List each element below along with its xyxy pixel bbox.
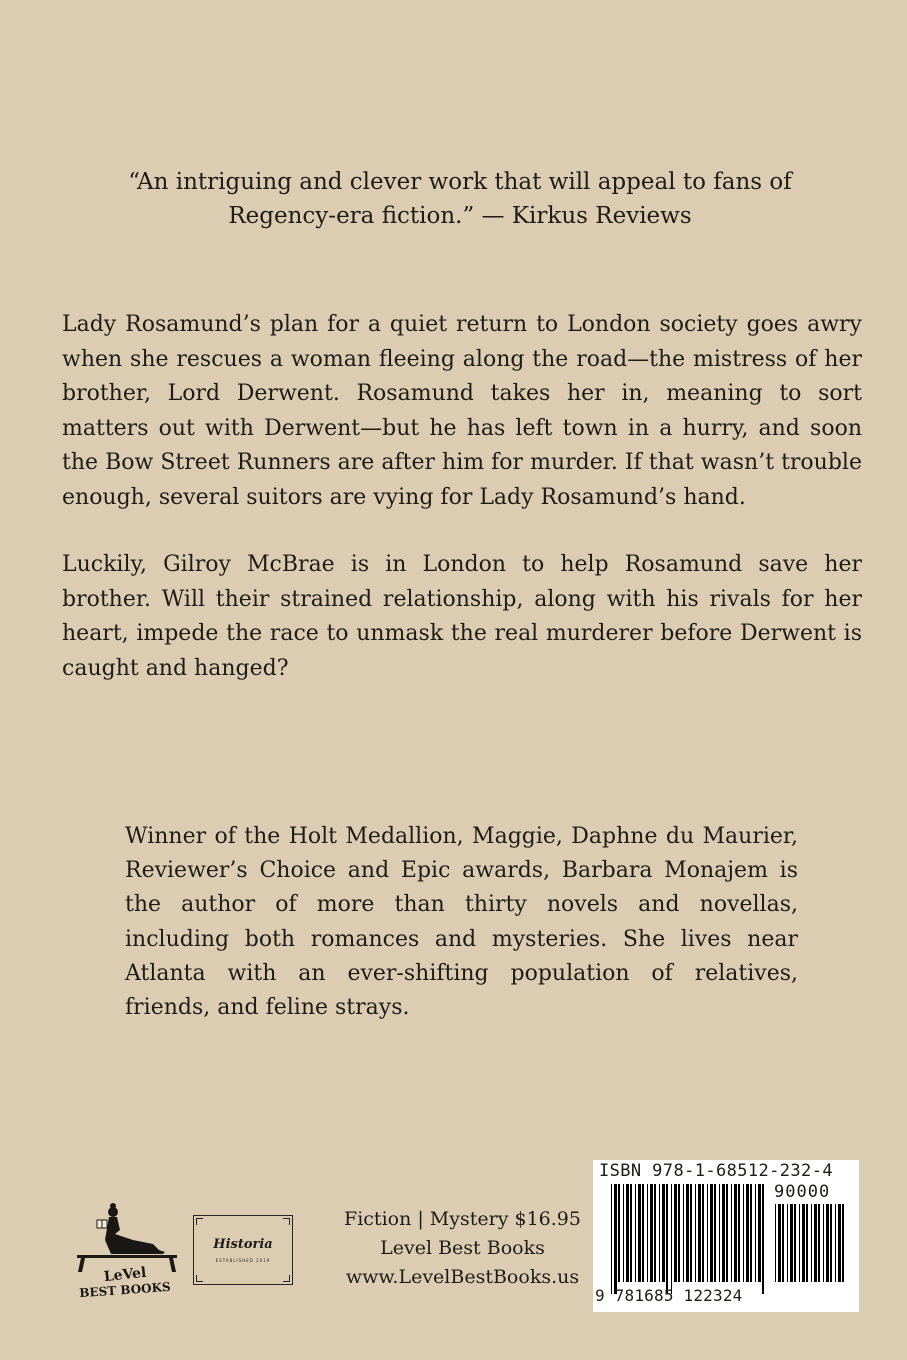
barcode-bar [838, 1204, 841, 1282]
ean-bars [611, 1184, 767, 1294]
barcode-bar [690, 1184, 692, 1282]
barcode-bar [647, 1184, 648, 1282]
barcode-bar [814, 1204, 817, 1282]
review-line-1: “An intriguing and clever work that will appeal to fans of [128, 169, 792, 195]
barcode-bar [787, 1204, 788, 1282]
barcode-bar [823, 1204, 824, 1282]
barcode-bar [802, 1204, 805, 1282]
review-quote [120, 165, 800, 233]
barcode-bar [650, 1184, 653, 1282]
barcode-bar [835, 1204, 836, 1282]
barcode-bar [722, 1184, 725, 1282]
barcode-bar [734, 1184, 737, 1282]
barcode-bar [738, 1184, 740, 1282]
isbn-barcode [593, 1160, 859, 1312]
barcode-bar [731, 1184, 732, 1282]
barcode-bar [750, 1184, 752, 1282]
barcode-bar [710, 1184, 713, 1282]
publisher-info [340, 1205, 585, 1292]
barcode-bar [790, 1204, 793, 1282]
barcode-bar [842, 1204, 844, 1282]
addon-bars [775, 1204, 847, 1294]
barcode-bar [806, 1204, 808, 1282]
level-best-books-logo [75, 1200, 180, 1300]
frame-corner [196, 1275, 203, 1282]
barcode-bar [695, 1184, 696, 1282]
barcode-bar [746, 1184, 749, 1282]
barcode-bar [714, 1184, 716, 1282]
barcode-bar [698, 1184, 701, 1282]
reading-woman-icon [75, 1200, 180, 1300]
historia-tagline: ESTABLISHED 2019 [215, 1258, 271, 1263]
barcode-bar [762, 1184, 764, 1294]
blurb-paragraph-2: Luckily, Gilroy McBrae is in London to help Rosamund save her brother. Will their strained relationship, along with his rivals for her heart, impede the race to unmask the real murderer before Derwent is caught and hanged? [62, 552, 862, 681]
frame-corner [283, 1218, 290, 1225]
publisher-name: Level Best Books [380, 1237, 545, 1259]
barcode-bar [618, 1184, 620, 1282]
barcode-bar [726, 1184, 728, 1282]
barcode-bar [707, 1184, 708, 1282]
barcode-bar [623, 1184, 624, 1282]
price-code: 90000 [774, 1182, 831, 1202]
barcode-bar [818, 1204, 820, 1282]
barcode-bar [654, 1184, 656, 1282]
historia-logo [193, 1215, 293, 1285]
barcode-bar [674, 1184, 677, 1282]
barcode-bar [794, 1204, 796, 1282]
isbn-label: ISBN 978-1-68512-232-4 [599, 1161, 833, 1181]
barcode-bar [775, 1204, 776, 1282]
barcode-bar [666, 1184, 668, 1294]
barcode-bar [758, 1184, 761, 1282]
barcode-bar [635, 1184, 636, 1282]
barcode-bar [755, 1184, 756, 1282]
blurb-paragraph-2-block [62, 548, 862, 686]
barcode-bar [614, 1184, 617, 1294]
barcode-bar [630, 1184, 632, 1282]
blurb-paragraph-1: Lady Rosamund’s plan for a quiet return to London society goes awry when she rescues a woman fleeing along the road—the mistress of her brother, Lord Derwent. Rosamund takes her in, meaning to sort matters out with Derwent—but he has left town in a hurry, and soon the Bow Street Runners are after him for murder. If that wasn’t trouble enough, several suitors are vying for Lady Rosamund’s hand. [62, 312, 862, 510]
author-bio-text: Winner of the Holt Medallion, Maggie, Daphne du Maurier, Reviewer’s Choice and Epic awards, Barbara Monajem is the author of more than thirty novels and novellas, including both romances and mysteries. She lives near Atlanta with an ever-shifting population of relatives, friends, and feline strays. [125, 824, 798, 1021]
barcode-bar [719, 1184, 720, 1282]
barcode-bar [659, 1184, 660, 1282]
barcode-bar [662, 1184, 665, 1282]
barcode-bar [678, 1184, 680, 1282]
barcode-bar [782, 1204, 784, 1282]
barcode-bar [702, 1184, 704, 1282]
barcode-bar [683, 1184, 684, 1282]
publisher-website: www.LevelBestBooks.us [345, 1266, 580, 1288]
barcode-bar [811, 1204, 812, 1282]
frame-corner [196, 1218, 203, 1225]
barcode-bar [830, 1204, 832, 1282]
barcode-bar [671, 1184, 672, 1294]
barcode-bar [611, 1184, 612, 1294]
logo-word-level: LeVel [103, 1264, 148, 1286]
barcode-bar [638, 1184, 641, 1282]
category-price: Fiction | Mystery $16.95 [344, 1208, 581, 1230]
historia-name: Historia [213, 1237, 273, 1252]
logo-word-best-books: BEST BOOKS [78, 1279, 172, 1300]
barcode-bar [626, 1184, 629, 1282]
barcode-bar [642, 1184, 644, 1282]
frame-corner [283, 1275, 290, 1282]
barcode-bar [743, 1184, 744, 1282]
ean-digits: 9 781685 122324 [595, 1286, 743, 1305]
review-line-2: Regency-era fiction.” — Kirkus Reviews [228, 203, 692, 229]
barcode-bar [826, 1204, 829, 1282]
barcode-bar [778, 1204, 781, 1282]
barcode-bar [799, 1204, 800, 1282]
barcode-bar [686, 1184, 689, 1282]
blurb-paragraph-1-block [62, 308, 862, 515]
author-bio [125, 820, 798, 1025]
